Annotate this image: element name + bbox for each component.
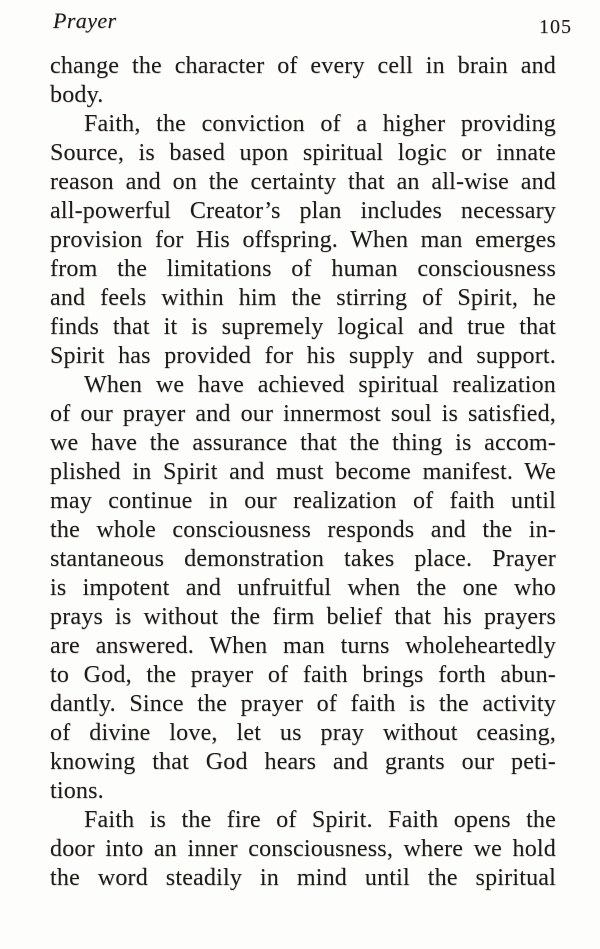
paragraph xyxy=(50,110,556,371)
text-line: tions. xyxy=(50,778,104,804)
text-line: are answered. When man turns wholeheartedly xyxy=(50,633,556,659)
text-line: and feels within him the stirring of Spirit, he xyxy=(50,285,556,311)
text-line: door into an inner consciousness, where we hold xyxy=(50,836,556,862)
text-line: plished in Spirit and must become manifest. We xyxy=(50,459,556,485)
text-line: of divine love, let us pray without ceasing, xyxy=(50,720,556,746)
page-body-text xyxy=(50,52,556,893)
text-line: knowing that God hears and grants our peti- xyxy=(50,749,556,775)
text-line: Spirit has provided for his supply and support. xyxy=(50,343,556,369)
text-line: stantaneous demonstration takes place. Prayer xyxy=(50,546,556,572)
text-line: Source, is based upon spiritual logic or innate xyxy=(50,140,556,166)
page-number: 105 xyxy=(539,16,572,38)
text-line: prays is without the firm belief that his prayers xyxy=(50,604,556,630)
paragraph xyxy=(50,52,556,110)
text-line: dantly. Since the prayer of faith is the activity xyxy=(50,691,556,717)
text-line: the word steadily in mind until the spiritual xyxy=(50,865,556,891)
text-line: provision for His offspring. When man emerges xyxy=(50,227,556,253)
text-line: from the limitations of human consciousness xyxy=(50,256,556,282)
text-line: Faith is the fire of Spirit. Faith opens the xyxy=(84,807,556,833)
text-line: may continue in our realization of faith until xyxy=(50,488,556,514)
text-line: is impotent and unfruitful when the one who xyxy=(50,575,556,601)
paragraph xyxy=(50,806,556,893)
chapter-title: Prayer xyxy=(53,8,117,33)
text-line: the whole consciousness responds and the in- xyxy=(50,517,556,543)
text-line: change the character of every cell in brain and xyxy=(50,53,556,79)
text-line: to God, the prayer of faith brings forth abun- xyxy=(50,662,556,688)
running-header xyxy=(53,8,572,39)
text-line: When we have achieved spiritual realization xyxy=(84,372,556,398)
text-line: body. xyxy=(50,82,104,108)
paragraph xyxy=(50,371,556,806)
text-line: of our prayer and our innermost soul is satisfied, xyxy=(50,401,556,427)
text-line: all-powerful Creator’s plan includes necessary xyxy=(50,198,556,224)
text-line: reason and on the certainty that an all-wise and xyxy=(50,169,556,195)
text-line: we have the assurance that the thing is accom- xyxy=(50,430,556,456)
text-line: Faith, the conviction of a higher providing xyxy=(84,111,556,137)
text-line: finds that it is supremely logical and true that xyxy=(50,314,556,340)
